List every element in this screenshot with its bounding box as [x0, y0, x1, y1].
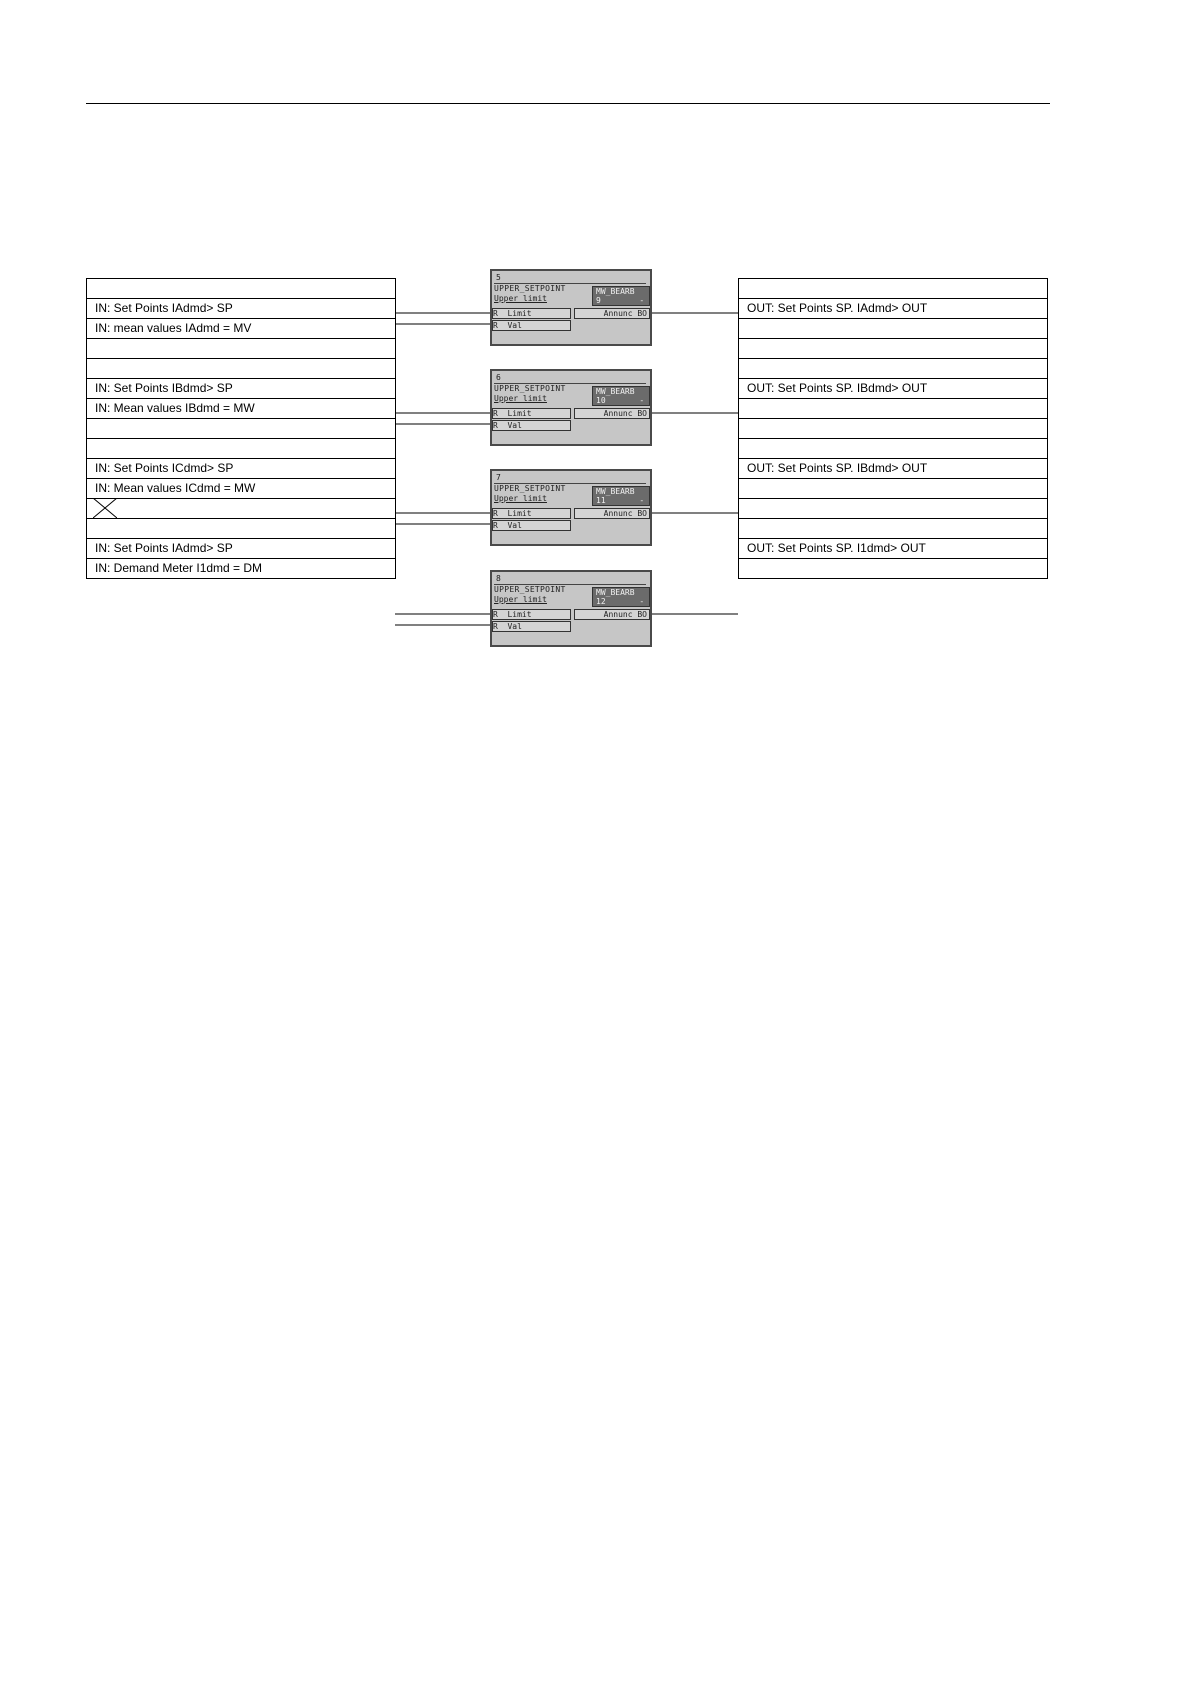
output-row [739, 319, 1047, 339]
cross-icon [93, 498, 117, 518]
input-signal-table [86, 278, 396, 579]
output-row [739, 399, 1047, 419]
output-row [739, 439, 1047, 459]
input-row [87, 519, 395, 539]
param-unit: - [639, 396, 645, 405]
block-number: 8 [496, 574, 501, 583]
input-row [87, 359, 395, 379]
param-number: 11 [596, 496, 606, 505]
param-number: 9 [596, 296, 601, 305]
header-rule [86, 103, 1050, 104]
input-row-label: IN: Set Points IBdmd> SP [95, 381, 233, 395]
block-description: Upper limit [494, 494, 547, 503]
input-row [87, 339, 395, 359]
input-row [87, 279, 395, 299]
port-annunc-bo[interactable]: Annunc BO [574, 308, 650, 319]
param-name: MW_BEARB [596, 588, 635, 597]
block-type: UPPER_SETPOINT [494, 284, 566, 293]
block-parameter[interactable] [592, 486, 650, 506]
block-number: 6 [496, 373, 501, 382]
param-unit: - [639, 496, 645, 505]
param-number: 10 [596, 396, 606, 405]
port-annunc-bo[interactable]: Annunc BO [574, 508, 650, 519]
param-name: MW_BEARB [596, 387, 635, 396]
output-row [739, 459, 1047, 479]
input-row [87, 419, 395, 439]
input-row [87, 399, 395, 419]
output-row [739, 479, 1047, 499]
param-value [596, 396, 649, 405]
block-description: Upper limit [494, 294, 547, 303]
port-annunc-bo[interactable]: Annunc BO [574, 609, 650, 620]
port-limit[interactable]: R Limit [492, 408, 571, 419]
block-number: 7 [496, 473, 501, 482]
function-block-8[interactable] [490, 570, 652, 647]
input-row-crossed [87, 499, 395, 519]
param-value [596, 597, 649, 606]
param-unit: - [639, 296, 645, 305]
output-row [739, 559, 1047, 579]
block-type: UPPER_SETPOINT [494, 384, 566, 393]
block-parameter[interactable] [592, 286, 650, 306]
input-row-label: IN: Mean values ICdmd = MW [95, 481, 256, 495]
function-block-7[interactable] [490, 469, 652, 546]
input-row [87, 459, 395, 479]
output-row-label: OUT: Set Points SP. IBdmd> OUT [747, 461, 928, 475]
output-row-label: OUT: Set Points SP. IAdmd> OUT [747, 301, 928, 315]
input-row-label: IN: Demand Meter I1dmd = DM [95, 561, 263, 575]
port-val[interactable]: R Val [492, 520, 571, 531]
function-block-5[interactable] [490, 269, 652, 346]
input-row [87, 439, 395, 459]
output-row [739, 359, 1047, 379]
input-row [87, 539, 395, 559]
port-val[interactable]: R Val [492, 320, 571, 331]
input-row [87, 319, 395, 339]
output-row [739, 379, 1047, 399]
param-value [596, 296, 649, 305]
block-type: UPPER_SETPOINT [494, 585, 566, 594]
input-row [87, 299, 395, 319]
output-row [739, 299, 1047, 319]
output-signal-table [738, 278, 1048, 579]
input-row-label: IN: Set Points IAdmd> SP [95, 541, 233, 555]
port-val[interactable]: R Val [492, 621, 571, 632]
output-row [739, 499, 1047, 519]
port-val[interactable]: R Val [492, 420, 571, 431]
block-description: Upper limit [494, 595, 547, 604]
block-parameter[interactable] [592, 587, 650, 607]
input-row-label: IN: mean values IAdmd = MV [95, 321, 252, 335]
port-limit[interactable]: R Limit [492, 308, 571, 319]
input-row [87, 379, 395, 399]
port-limit[interactable]: R Limit [492, 508, 571, 519]
param-value [596, 496, 649, 505]
output-row-label: OUT: Set Points SP. IBdmd> OUT [747, 381, 928, 395]
output-row [739, 279, 1047, 299]
function-block-6[interactable] [490, 369, 652, 446]
block-number: 5 [496, 273, 501, 282]
output-row [739, 339, 1047, 359]
input-row [87, 479, 395, 499]
output-row-label: OUT: Set Points SP. I1dmd> OUT [747, 541, 926, 555]
input-row-label: IN: Set Points IAdmd> SP [95, 301, 233, 315]
param-name: MW_BEARB [596, 487, 635, 496]
param-number: 12 [596, 597, 606, 606]
port-limit[interactable]: R Limit [492, 609, 571, 620]
port-annunc-bo[interactable]: Annunc BO [574, 408, 650, 419]
block-type: UPPER_SETPOINT [494, 484, 566, 493]
output-row [739, 419, 1047, 439]
input-row-label: IN: Mean values IBdmd = MW [95, 401, 255, 415]
output-row [739, 539, 1047, 559]
param-name: MW_BEARB [596, 287, 635, 296]
block-description: Upper limit [494, 394, 547, 403]
block-parameter[interactable] [592, 386, 650, 406]
input-row [87, 559, 395, 579]
output-row [739, 519, 1047, 539]
param-unit: - [639, 597, 645, 606]
input-row-label: IN: Set Points ICdmd> SP [95, 461, 234, 475]
